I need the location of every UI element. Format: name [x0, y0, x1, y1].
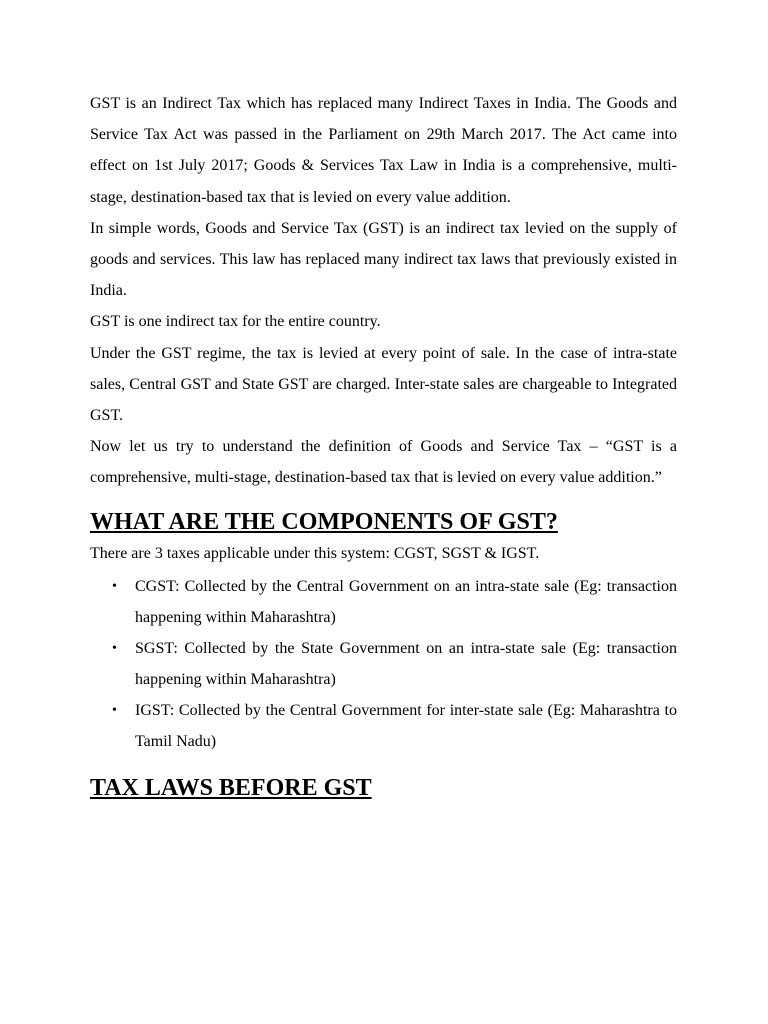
paragraph-definition: Now let us try to understand the definition of Goods and Service Tax – “GST is a comprehensive, multi-stage, destination-based tax that is levied on every value addition.” [90, 438, 677, 487]
components-intro: There are 3 taxes applicable under this system: CGST, SGST & IGST. [90, 544, 540, 562]
bullet-icon: • [112, 640, 117, 656]
list-item-text: IGST: Collected by the Central Government for inter-state sale (Eg: Maharashtra to Tamil Nadu) [135, 701, 677, 750]
components-heading: WHAT ARE THE COMPONENTS OF GST? [90, 508, 558, 535]
paragraph-gst-intro: GST is an Indirect Tax which has replaced many Indirect Taxes in India. The Goods and Service Tax Act was passed in the Parliament on 29th March 2017. The Act came into effect on 1st July 2017; Goods & Services Tax Law in India is a comprehensive, multi-stage, destination-based tax that is levied on every value addition. [90, 95, 677, 206]
paragraph-one-tax: GST is one indirect tax for the entire country. [90, 313, 381, 331]
list-item-text: CGST: Collected by the Central Government on an intra-state sale (Eg: transaction happening within Maharashtra) [135, 577, 677, 626]
paragraph-simple-words: In simple words, Goods and Service Tax (GST) is an indirect tax levied on the supply of goods and services. This law has replaced many indirect tax laws that previously existed in India. [90, 219, 677, 300]
list-item-sgst [90, 633, 677, 695]
list-item-igst [90, 695, 677, 757]
list-item-cgst [90, 571, 677, 633]
bullet-icon: • [112, 578, 117, 594]
paragraph-gst-regime: Under the GST regime, the tax is levied at every point of sale. In the case of intra-state sales, Central GST and State GST are charged. Inter-state sales are chargeable to Integrated GST. [90, 344, 677, 425]
bullet-icon: • [112, 702, 117, 718]
list-item-text: SGST: Collected by the State Government on an intra-state sale (Eg: transaction happening within Maharashtra) [135, 639, 677, 688]
document-page [90, 88, 677, 804]
components-list [90, 571, 677, 757]
tax-laws-heading: TAX LAWS BEFORE GST [90, 774, 372, 801]
